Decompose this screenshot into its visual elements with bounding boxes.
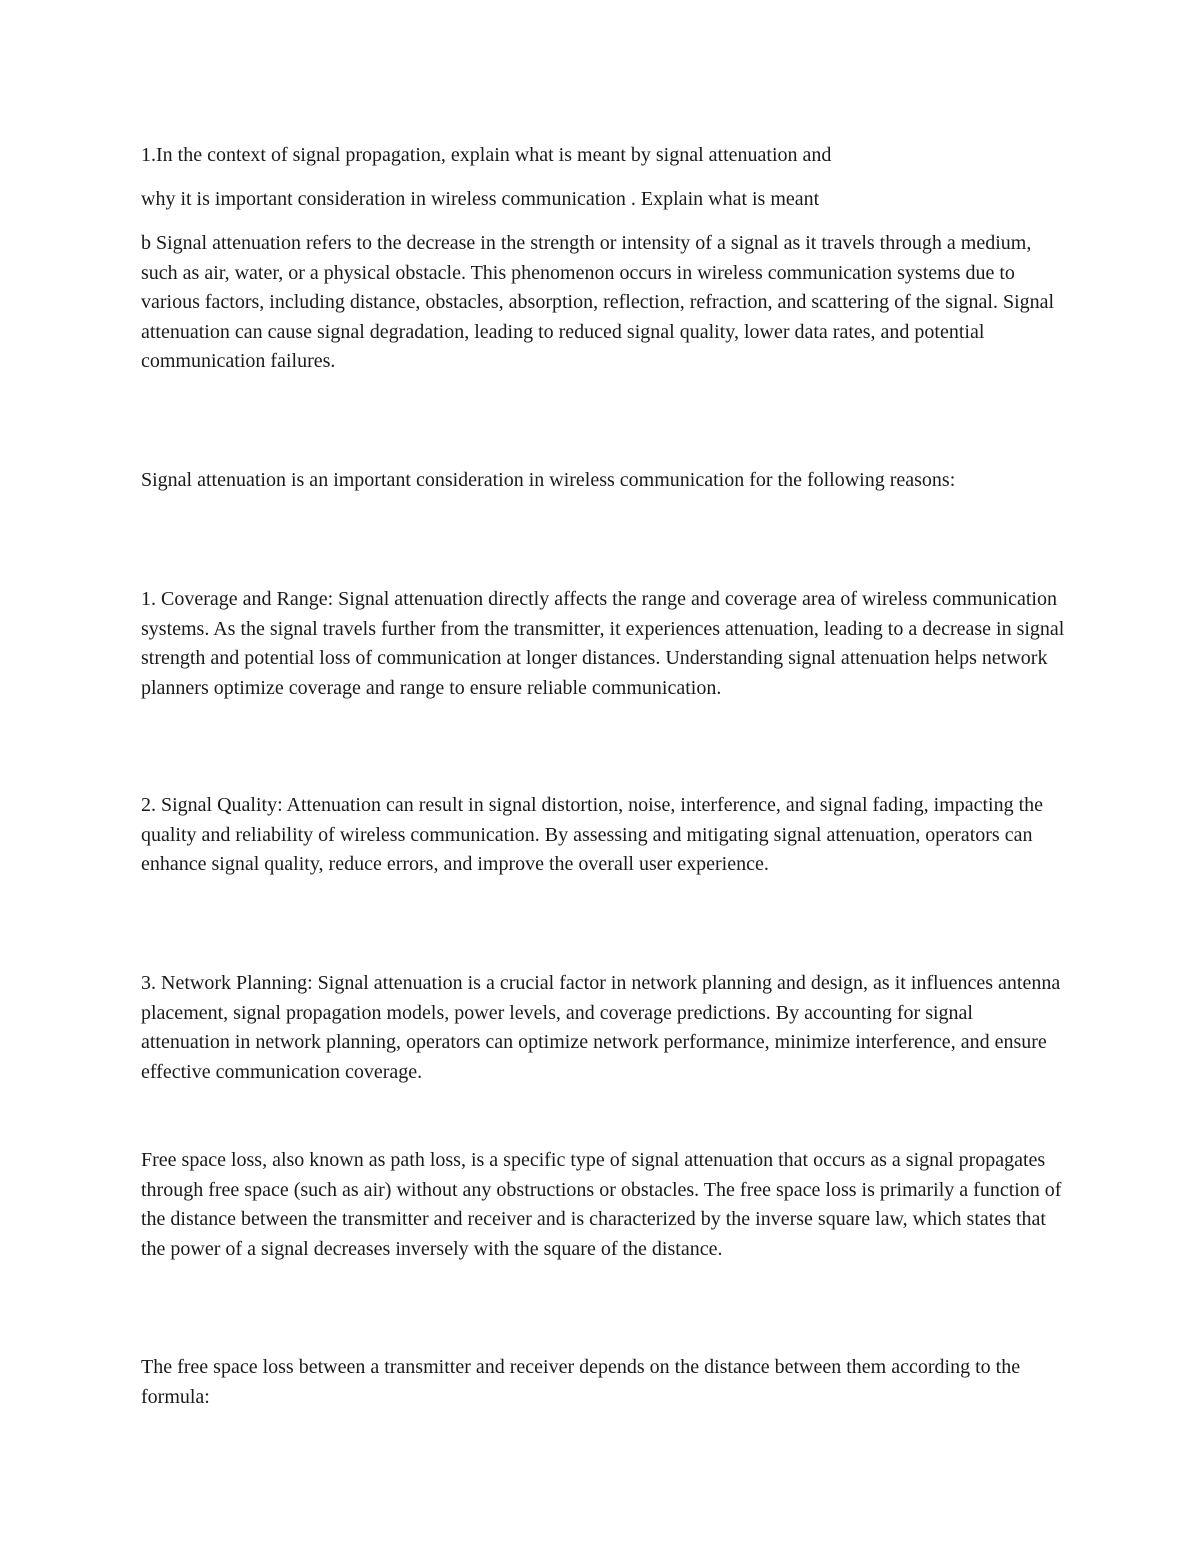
- list-item-signal-quality: 2. Signal Quality: Attenuation can result in signal distortion, noise, interference, and signal fading, impacting the quality and reliability of wireless communication. By assessing and mitigating signal attenuation, operators can enhance signal quality, reduce errors, and improve the overall user experience.: [141, 794, 1044, 876]
- list-item-coverage-range: 1. Coverage and Range: Signal attenuation directly affects the range and coverage area of wireless communication systems. As the signal travels further from the transmitter, it experiences attenuation, leading to a decrease in signal strength and potential loss of communication at longer distances. Understanding signal attenuation helps network planners optimize coverage and range to ensure reliable communication.: [141, 588, 1065, 699]
- answer-paragraph-definition: b Signal attenuation refers to the decrease in the strength or intensity of a signal as it travels through a medium, such as air, water, or a physical obstacle. This phenomenon occurs in wireless communication systems due to various factors, including distance, obstacles, absorption, reflection, refraction, and scattering of the signal. Signal attenuation can cause signal degradation, leading to reduced signal quality, lower data rates, and potential communication failures.: [141, 232, 1055, 373]
- paragraph-reasons-intro: Signal attenuation is an important consideration in wireless communication for the following reasons:: [141, 469, 956, 491]
- question-line-2: why it is important consideration in wireless communication . Explain what is meant: [141, 188, 820, 210]
- paragraph-free-space-loss: Free space loss, also known as path loss, is a specific type of signal attenuation that occurs as a signal propagates through free space (such as air) without any obstructions or obstacles. The free space loss is primarily a function of the distance between the transmitter and receiver and is characterized by the inverse square law, which states that the power of a signal decreases inversely with the square of the distance.: [141, 1149, 1062, 1260]
- list-item-network-planning: 3. Network Planning: Signal attenuation is a crucial factor in network planning and design, as it influences antenna placement, signal propagation models, power levels, and coverage predictions. By accounting for signal attenuation in network planning, operators can optimize network performance, minimize interference, and ensure effective communication coverage.: [141, 972, 1061, 1083]
- paragraph-formula-intro: The free space loss between a transmitter and receiver depends on the distance between them according to the formula:: [141, 1356, 1021, 1408]
- question-line-1: 1.In the context of signal propagation, explain what is meant by signal attenuation and: [141, 144, 832, 166]
